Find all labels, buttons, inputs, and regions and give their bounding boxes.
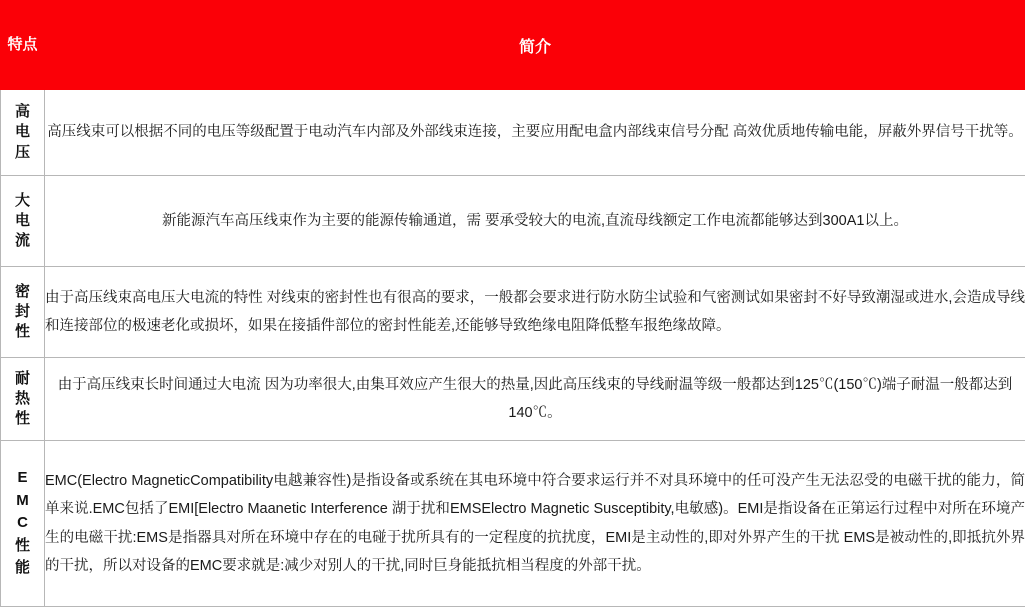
- table-header-row: [1, 1, 1025, 90]
- feature-cell-high-voltage: [1, 90, 45, 176]
- feature-char: M: [1, 490, 44, 513]
- feature-char: 热: [1, 389, 44, 409]
- feature-char: 性: [1, 322, 44, 342]
- feature-char: 性: [1, 535, 44, 558]
- feature-cell-emc: [1, 441, 45, 607]
- feature-cell-sealing: [1, 267, 45, 358]
- description-cell-heat-resistance: [45, 358, 1025, 441]
- table-row: [1, 90, 1025, 176]
- description-text: 新能源汽车高压线束作为主要的能源传输通道，需 要承受较大的电流,直流母线额定工作电流都能够达到300A1以上。: [45, 207, 1025, 235]
- feature-char: 大: [1, 191, 44, 211]
- description-cell-large-current: [45, 176, 1025, 267]
- feature-char: 电: [1, 211, 44, 231]
- feature-char: 流: [1, 231, 44, 251]
- column-header-description: [45, 1, 1025, 90]
- feature-char: 能: [1, 557, 44, 580]
- description-cell-emc: [45, 441, 1025, 607]
- feature-cell-large-current: [1, 176, 45, 267]
- column-header-feature-label: 特点: [7, 36, 37, 53]
- feature-char: 电: [1, 122, 44, 142]
- feature-char: 性: [1, 409, 44, 429]
- table-row: [1, 358, 1025, 441]
- feature-cell-heat-resistance: [1, 358, 45, 441]
- feature-char: 压: [1, 143, 44, 163]
- table-row: [1, 441, 1025, 607]
- description-cell-sealing: [45, 267, 1025, 358]
- table-row: [1, 176, 1025, 267]
- feature-char: 耐: [1, 369, 44, 389]
- feature-char: C: [1, 512, 44, 535]
- feature-char: E: [1, 467, 44, 490]
- description-text: 由于高压线束高电压大电流的特性 对线束的密封性也有很高的要求，一般都会要求进行防水防尘试验和气密测试如果密封不好导致潮湿或进水,会造成导线和连接部位的极速老化或损坏，如果在接插件部位的密封性能差,还能够导致绝缘电阻降低整车报绝缘故障。: [45, 284, 1025, 341]
- column-header-feature: [1, 1, 45, 90]
- description-text: EMC(Electro MagneticCompatibility电越兼容性)是指设备或系统在其电环境中符合要求运行并不对具环境中的任可没产生无法忍受的电磁干扰的能力，简单来说.EMC包括了EMI[Electro Maanetic Interference 湖于扰和EMSElectro Magnetic Susceptibity,电敏感)。EMI是指设备在正第运行过程中对所在环境产生的电磁干扰:EMS是指器具对所在环境中存在的电碰于扰所具有的一定程度的抗扰度，EMI是主动性的,即对外界产生的干扰 EMS是被动性的,即抵抗外界的干扰，所以对设备的EMC要求就是:减少对别人的干扰,同时巨身能抵抗相当程度的外部干扰。: [45, 467, 1025, 580]
- description-text: 由于高压线束长时间通过大电流 因为功率很大,由集耳效应产生很大的热量,因此高压线束的导线耐温等级一般都达到125℃(150℃)端子耐温一般都达到140℃。: [45, 371, 1025, 428]
- feature-char: 密: [1, 282, 44, 302]
- table-row: [1, 267, 1025, 358]
- feature-char: 高: [1, 102, 44, 122]
- description-text: 高压线束可以根据不同的电压等级配置于电动汽车内部及外部线束连接，主要应用配电盒内部线束信号分配 高效优质地传输电能，屏蔽外界信号干扰等。: [45, 118, 1025, 146]
- description-cell-high-voltage: [45, 90, 1025, 176]
- column-header-description-label: 简介: [519, 39, 551, 56]
- feature-char: 封: [1, 302, 44, 322]
